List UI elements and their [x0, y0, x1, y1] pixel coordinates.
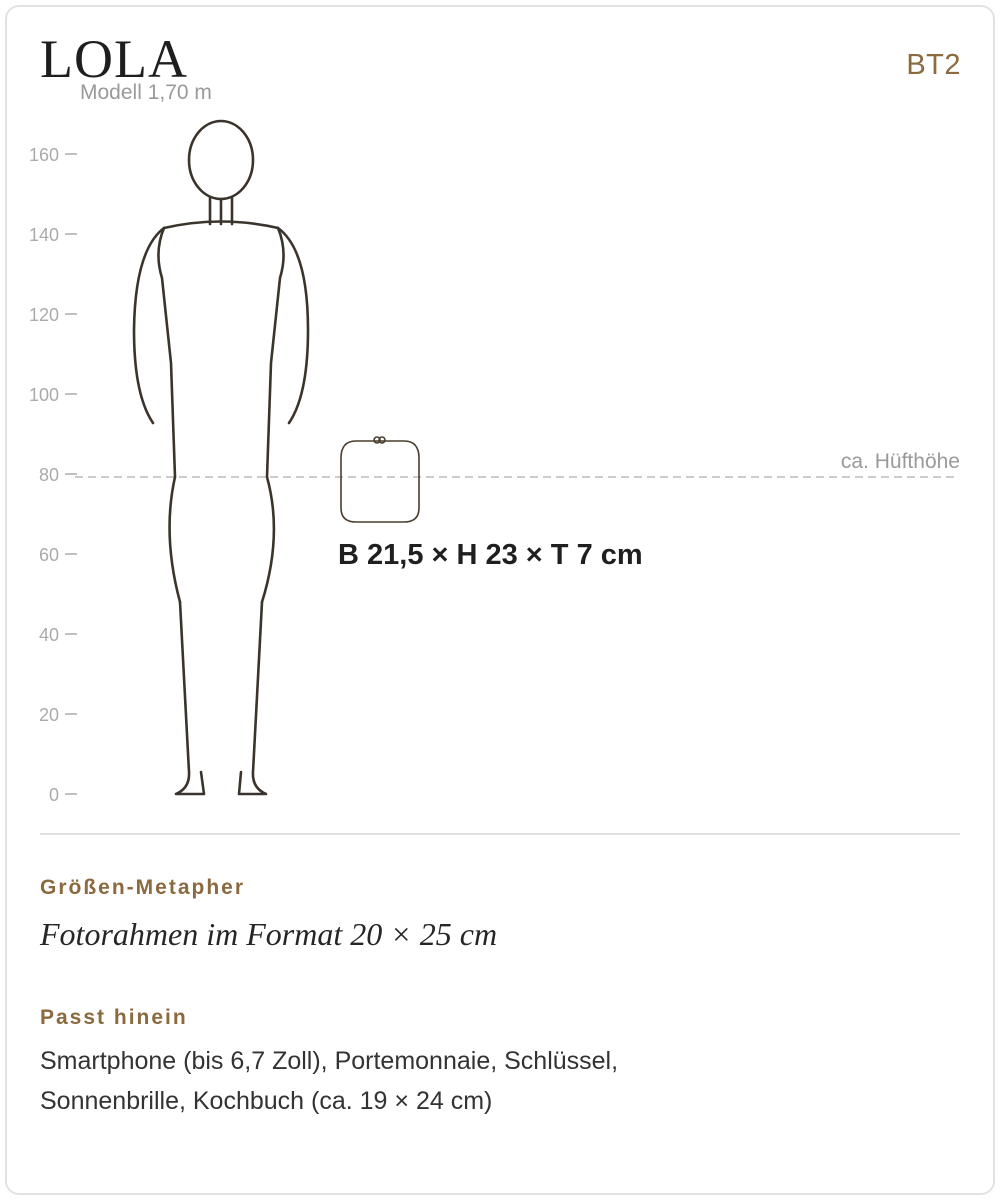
section-divider [40, 833, 960, 835]
scale-tick-label: 100 [28, 385, 59, 405]
size-metaphor-text: Fotorahmen im Format 20 × 25 cm [40, 916, 498, 952]
bag-outline-icon [341, 437, 419, 522]
scale-tick-label: 80 [38, 465, 59, 485]
scale-tick-label: 20 [38, 705, 59, 725]
fits-inside-heading: Passt hinein [40, 1006, 188, 1029]
product-title: LOLA [40, 29, 188, 89]
fits-inside-text: Smartphone (bis 6,7 Zoll), Portemonnaie, Schlüssel, Sonnenbrille, Kochbuch (ca. 19 × 24 cm) [40, 1047, 619, 1115]
product-code: BT2 [906, 49, 961, 81]
scale-tick-label: 40 [38, 625, 59, 645]
model-height-label: Modell 1,70 m [80, 81, 212, 104]
hip-height-label: ca. Hüfthöhe [840, 450, 960, 473]
height-scale [29, 145, 77, 805]
scale-tick-label: 0 [48, 785, 59, 805]
bag-dimensions: B 21,5 × H 23 × T 7 cm [338, 539, 643, 571]
scale-tick-label: 160 [28, 145, 59, 165]
person-silhouette-icon [134, 121, 308, 794]
size-metaphor-heading: Größen-Metapher [40, 876, 246, 899]
scale-tick-label: 120 [28, 305, 59, 325]
scale-tick-label: 140 [28, 225, 59, 245]
scale-tick-label: 60 [38, 545, 59, 565]
